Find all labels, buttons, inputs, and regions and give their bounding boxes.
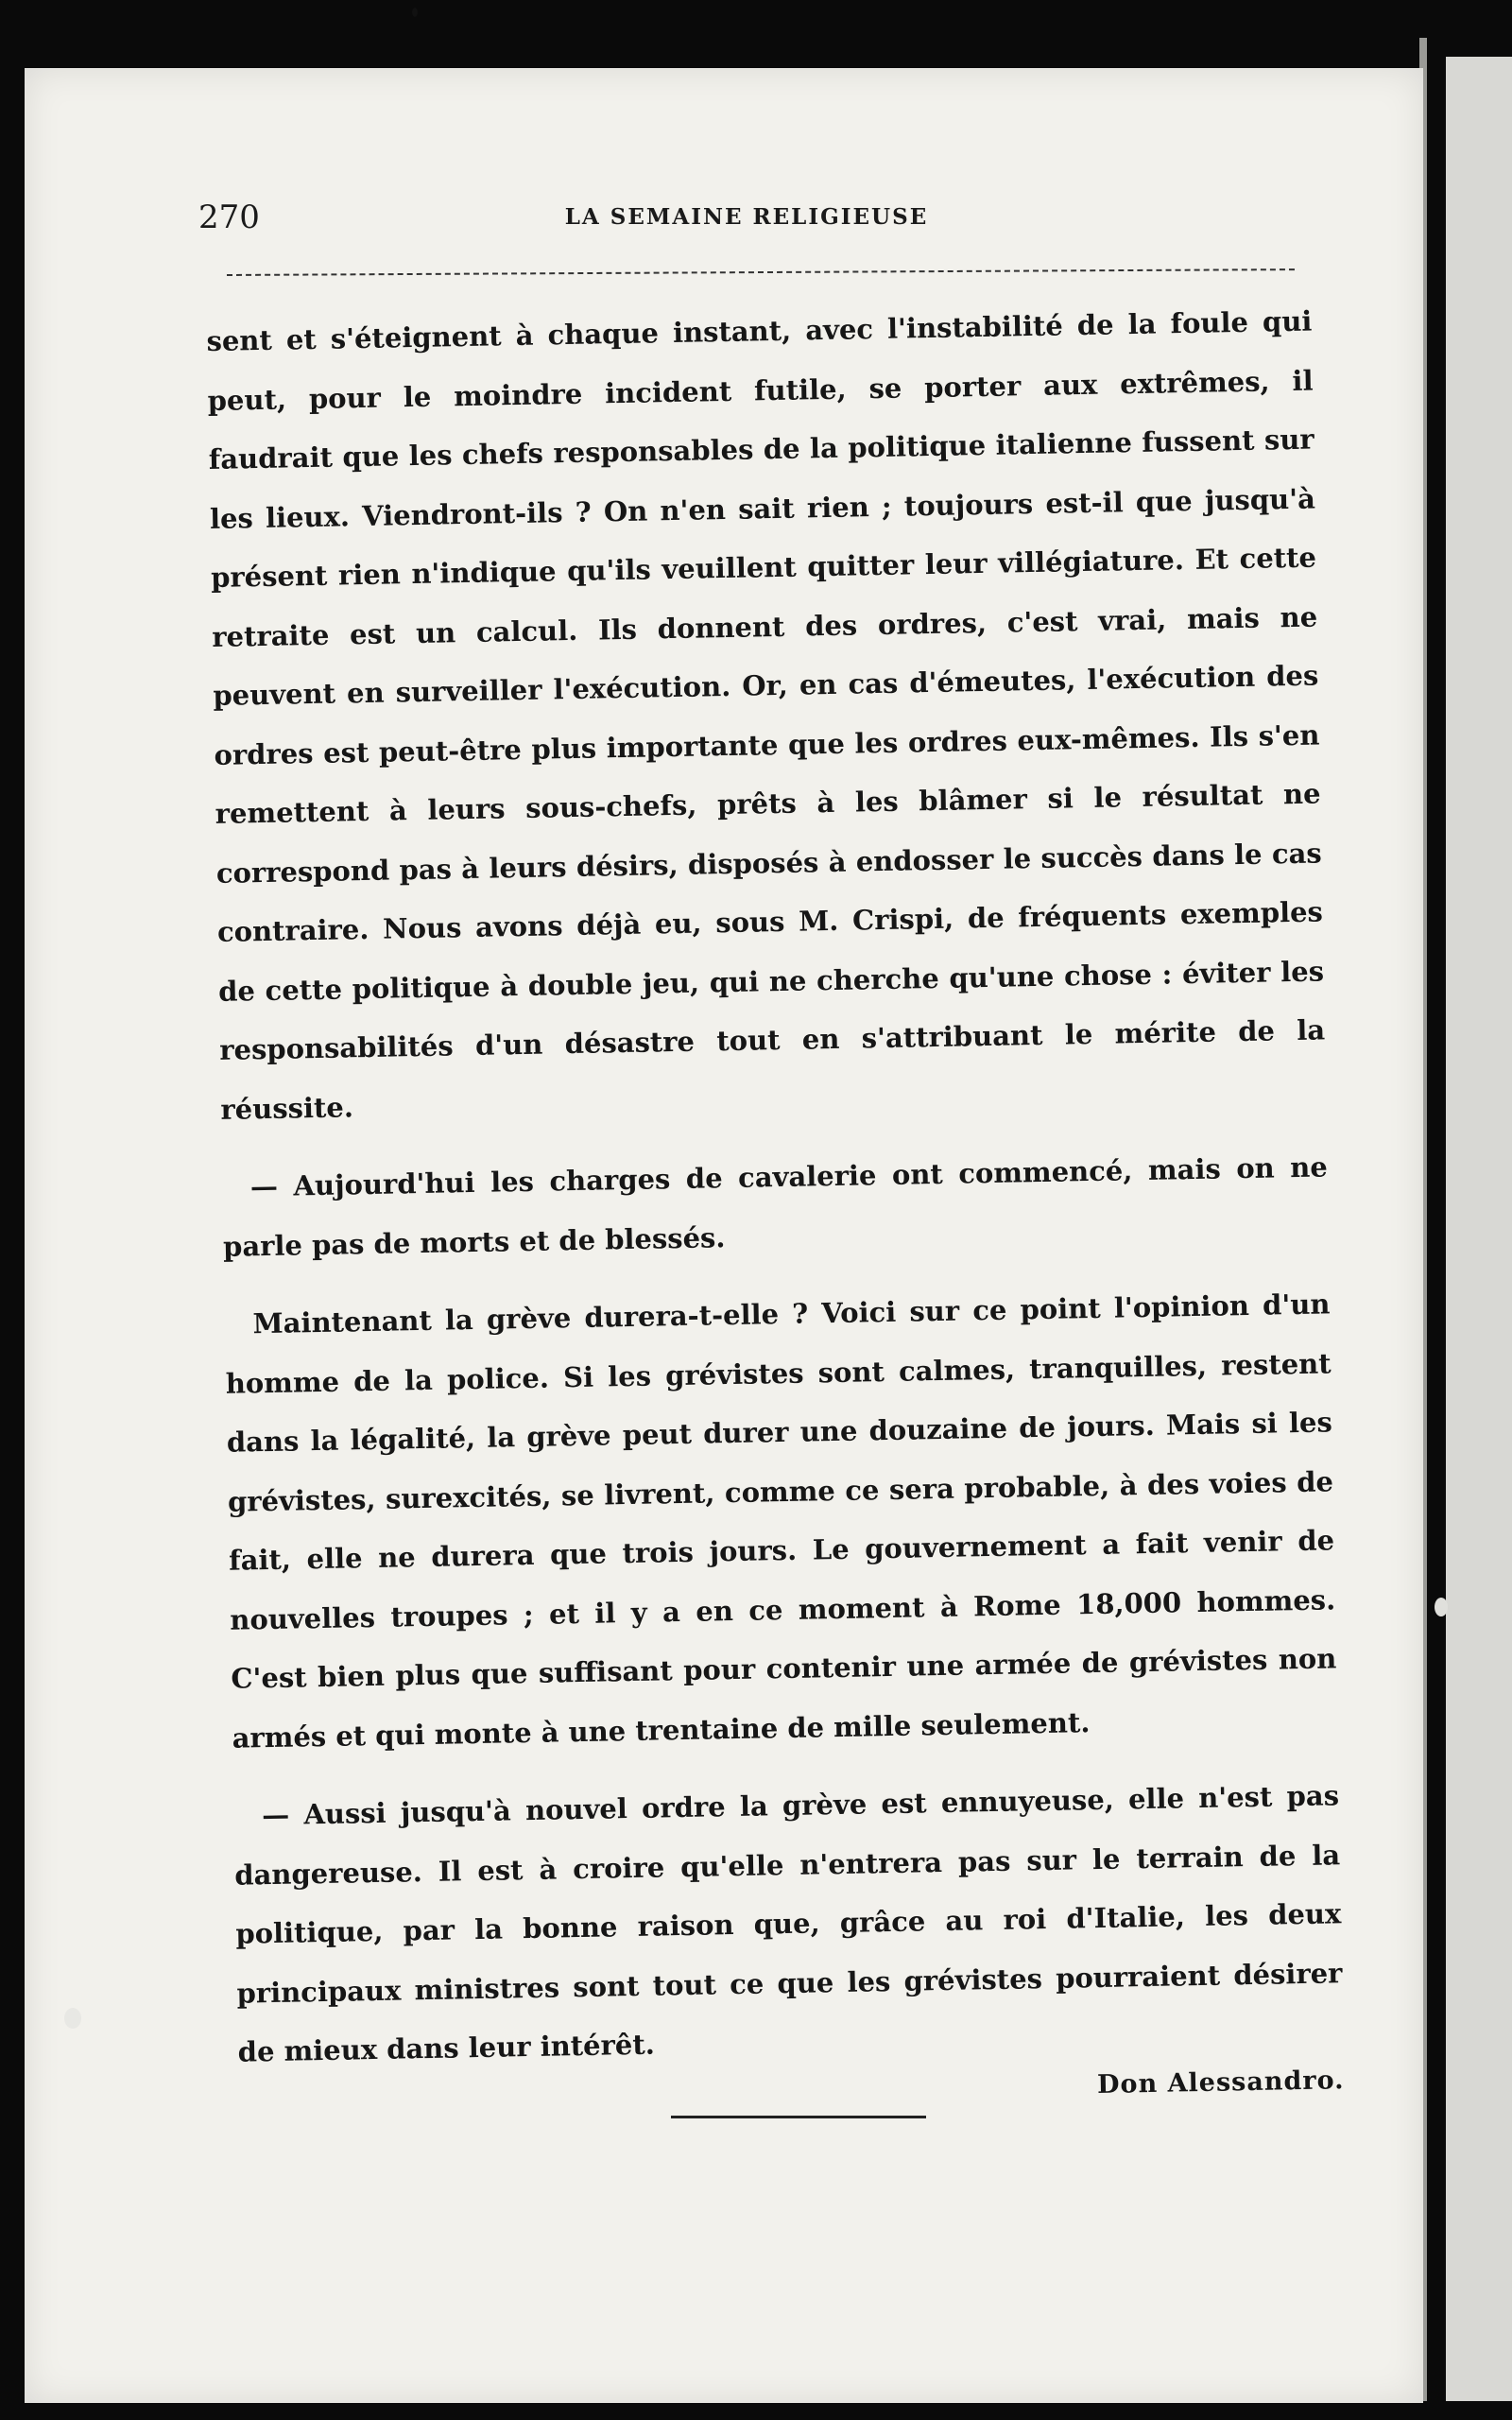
scan-speck xyxy=(412,8,418,17)
page-header xyxy=(198,199,1295,246)
scan-speck xyxy=(64,2008,81,2029)
article-body xyxy=(206,292,1345,2116)
paragraph: sent et s'éteignent à chaque instant, avec l'instabilité de la foule qui peut, pour le moindre incident futile, se porter aux extrêmes, il faudrait que les chefs responsables de la politique italienne fussent sur les lieux. Viendront-ils ? On n'en sait rien ; toujours est-il que jusqu'à présent rien n'indique qu'ils veuillent quitter leur villégiature. Et cette retraite est un calcul. Ils donnent des ordres, c'est vrai, mais ne peuvent en surveiller l'exécution. Or, en cas d'émeutes, l'exécution des ordres est peut-être plus importante que les ordres eux-mêmes. Ils s'en remettent à leurs sous-chefs, prêts à les blâmer si le résultat ne correspond pas à leurs désirs, disposés à endosser le succès dans le cas contraire. Nous avons déjà eu, sous M. Crispi, de fréquents exemples de cette politique à double jeu, qui ne cherche qu'une chose : éviter les responsabilités d'un désastre tout en s'attribuant le mérite de la réussite. xyxy=(206,304,1326,1126)
adjacent-page-edge xyxy=(1446,57,1512,2401)
paragraph: Maintenant la grève durera-t-elle ? Voici sur ce point l'opinion d'un homme de la police. Si les grévistes sont calmes, tranquilles, restent dans la légalité, la grève peut durer une douzaine de jours. Mais si les grévistes, surexcités, se livrent, comme ce sera probable, à des voies de fait, elle ne durera que trois jours. Le gouvernement a fait venir de nouvelles troupes ; et il y a en ce moment à Rome 18,000 hommes. C'est bien plus que suffisant pour contenir une armée de grévistes non armés et qui monte à une trentaine de mille seulement. xyxy=(225,1288,1337,1754)
page-number: 270 xyxy=(198,199,260,236)
end-rule xyxy=(671,2116,926,2118)
author-signature: Don Alessandro. xyxy=(1096,2065,1345,2100)
scan-speck xyxy=(1435,1598,1448,1616)
paragraph: — Aussi jusqu'à nouvel ordre la grève est ennuyeuse, elle n'est pas dangereuse. Il est à croire qu'elle n'entrera pas sur le terrain de la politique, par la bonne raison que, grâce au roi d'Italie, les deux principaux ministres sont tout ce que les grévistes pourraient désirer de mieux dans leur intérêt. xyxy=(233,1779,1343,2068)
paragraph: — Aujourd'hui les charges de cavalerie ont commencé, mais on ne parle pas de morts et de blessés. xyxy=(222,1150,1329,1263)
running-head: LA SEMAINE RELIGIEUSE xyxy=(564,204,929,230)
